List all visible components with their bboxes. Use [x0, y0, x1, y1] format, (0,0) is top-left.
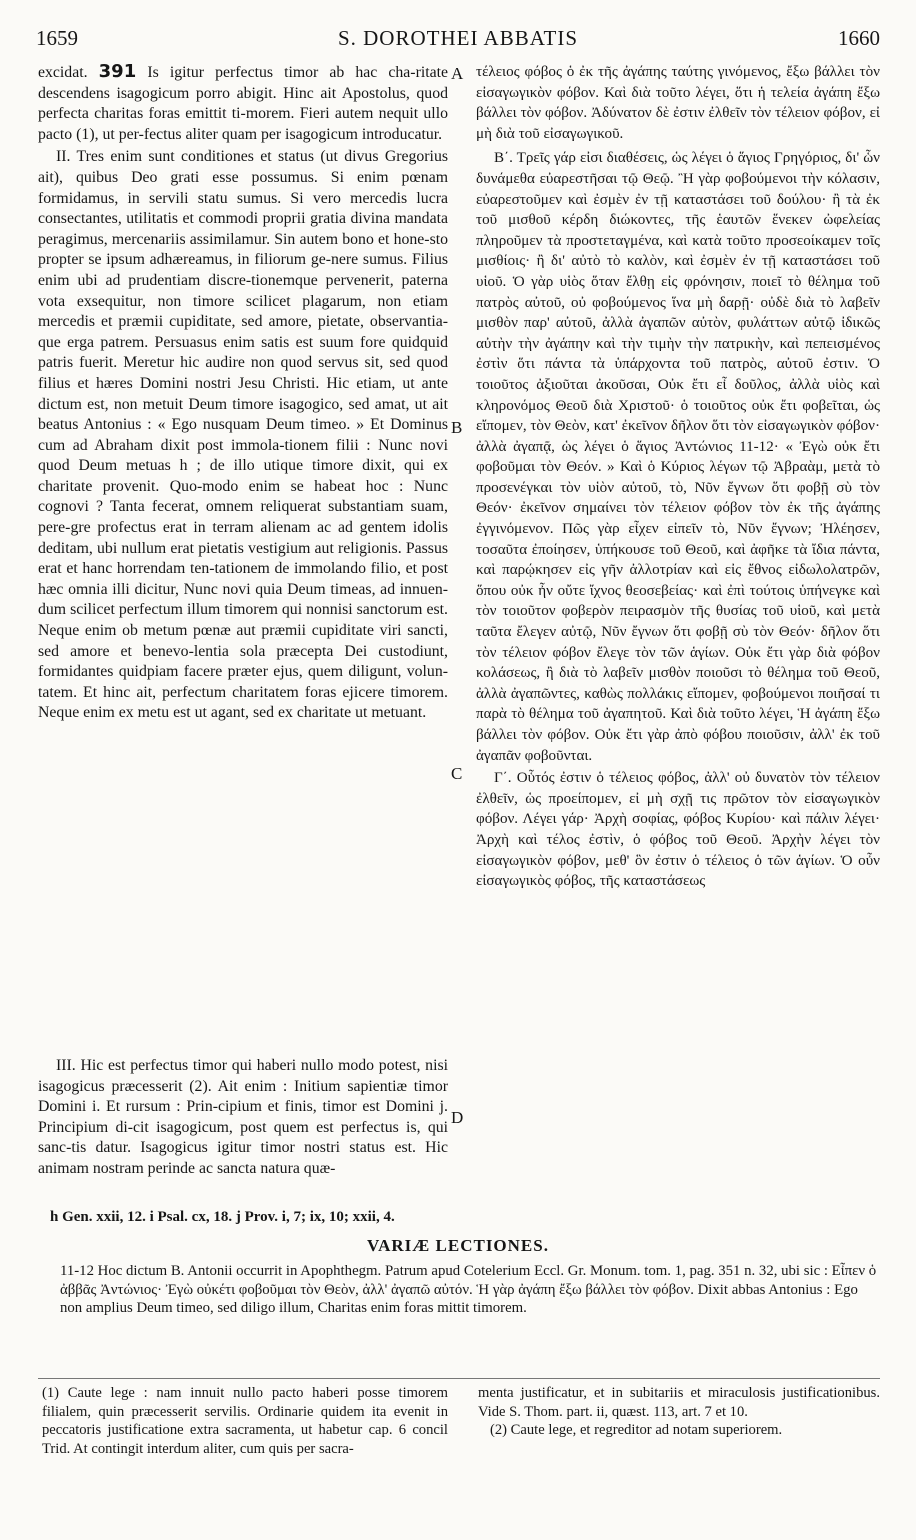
running-header [36, 26, 880, 56]
footnote-1: (1) Caute lege : nam innuit nullo pacto haberi posse timorem filialem, quin præcesserit servilis. Ordinarie quidem ita evenit in peccatoris justificatione extra sacramenta, ut habetur cap. 6 concil Trid. At contingit interdum aliter, cum quis per sacra- [42, 1385, 448, 1457]
variae-lectiones-title: VARIÆ LECTIONES. [367, 1236, 549, 1255]
margin-letter-c: C [451, 764, 463, 783]
greek-paragraph-2: Β΄. Τρεῖς γάρ εἰσι διαθέσεις, ὡς λέγει ὁ ἅγιος Γρηγόριος, δι' ὧν δυνάμεθα εὐαρεστῆσαι τῷ Θεῷ. Ἢ γὰρ φοβούμενοι τὴν κόλασιν, εὐαρεστοῦμεν καὶ ἐσμὲν ἐν τῇ καταστάσει τοῦ δούλου· ἢ τὰ ἐκ τοῦ μισθοῦ κέρδη διώκοντες, τῆς ἑαυτῶν ἕνεκεν ὠφελείας πληροῦμεν τὰ προστεταγμένα, καὶ κατὰ τοῦτο προσεοίκαμεν τοῖς μισθίοις· ἢ δι' αὐτὸ τὸ καλὸν, καὶ ἐσμὲν ἐν τῇ καταστάσει τοῦ υἱοῦ. Ὁ γὰρ υἱὸς ὅταν ἔλθῃ εἰς φρόνησιν, ποιεῖ τὸ θέλημα τοῦ πατρὸς αὐτοῦ, οὐ φοβούμενος ἵνα μὴ δαρῇ· οὐδὲ διὰ τὸ λαβεῖν μισθὸν παρ' αὐτοῦ, ἀλλὰ ἀγαπῶν αὐτὸν, φυλάττων αὐτῷ ἰδικῶς αὐτὴν τὴν ἀγάπην καὶ τὴν τιμὴν τὴν πατρικὴν, καὶ πεπεισμένος ἐστὶν ὅτι πάντα τὰ ὑπάρχοντα τοῦ πατρὸς, αὐτοῦ ἐστιν. Ὁ τοιοῦτος ἀξιοῦται ἀκοῦσαι, Οὐκ ἔτι εἶ δοῦλος, ἀλλὰ υἱὸς καὶ κληρονόμος Θεοῦ διὰ Χριστοῦ· ὁ τοιοῦτος οὐκ ἔτι φοβεῖται, ὡς εἴπομεν, τὸν Θεὸν, κατ' ἐκεῖνον δῆλον ὅτι τὸν εἰσαγωγικὸν φόβον· ἀλλὰ ἀγαπᾷ, ὡς λέγει ὁ ἅγιος Ἀντώνιος 11-12· « Ἐγὼ οὐκ ἔτι φοβοῦμαι τὸν Θεόν. » Καὶ ὁ Κύριος λέγων τῷ Ἀβραὰμ, μετὰ τὸ προσενέγκαι τὸν υἱὸν αὐτοῦ, τὸ, Νῦν ἔγνων ὅτι φοβῇ σὺ τὸν Θεόν· ἐκεῖνον σημαίνει τὸν τέλειον φόβον τὸν ἐκ τῆς ἀγάπης ἐγγινόμενον. Πῶς γὰρ εἶχεν εἰπεῖν τὸ, Νῦν ἔγνων; Ἠλέησεν, τοσαῦτα ἐποίησεν, ὑπήκουσε τοῦ Θεοῦ, καὶ ἀφῆκε τὰ ἴδια πάντα, καὶ παρῴκησεν εἰς γῆν ἀλλοτρίαν καὶ εἰς ἔθνος εἰδωλολατρῶν, ὅπου οὐκ ἦν οὔτε ἴχνος θεοσεβείας· καὶ ἐπὶ τούτοις ὑπήνεγκε καὶ τὸν τοιοῦτον φοβερὸν πειρασμὸν τῆς θυσίας τοῦ υἱοῦ, καὶ μετὰ ταῦτα ἔλεγεν αὐτῷ, Νῦν ἔγνων ὅτι φοβῇ σὺ τὸν Θεόν· δῆλον ὅτι τὸν τέλειον φόβον ἔλεγε τὸν τῶν ἁγίων. Οὐκ ἔτι γὰρ διὰ φόβον κολάσεως, ἢ διὰ τὸ λαβεῖν μισθὸν ποιοῦσι τὸ θέλημα τοῦ Θεοῦ, ἀλλὰ ἀγαπῶντες, καθὼς πολλάκις εἴπομεν, φοβούμενοι ποιῆσαί τι παρὰ τὸ θέλημα τοῦ ἀγαπητοῦ. Καὶ διὰ τοῦτο λέγει, Ἡ ἀγάπη ἔξω βάλλει τὸν φόβον. Οὐκ ἔτι γὰρ ἀπὸ φόβου ποιοῦσιν, ἀλλ' ἐκ τοῦ ἀγαπᾶν φοβοῦνται. [476, 150, 880, 764]
greek-column [476, 62, 880, 892]
latin-p1-text: Is igitur perfectus timor ab hac cha-ritate descendens isagogicum porro abigit. Hinc ait Apostolus, quod perfecta charitas foras emittit ti-morem. Fieri autem nequit ullo pacto (1), ut per-fectus aliter quam per isagogicum introducatur. [38, 64, 449, 143]
footnote-1-continued [478, 1384, 880, 1440]
notes-divider [38, 1378, 880, 1379]
margin-letter-d: D [451, 1108, 464, 1127]
latin-paragraph-2: II. Tres enim sunt conditiones et status (ut divus Gregorius ait), quibus Deo grati esse possumus. Si enim pœnam formidamus, in servili statu sumus. Si vero mercedis lucra consectantes, utilitatis et commodi proprii gratia divina mandata peragimus, mercenariis assimilamur. Sin autem bono et hone-sto propter se ipsum adhæreamus, in filiorum ge-nere sumus. Filius enim ubi ad prudentiam discre-tionemque pervenerit, paterna vota exsequitur, non timore scilicet plagarum, non etiam mercedis et præmii cupiditate, sed amore, pietate, observantia-que erga patrem. Persuasus enim satis est suum fore quidquid patris fuerit. Meretur hic audire non quod servus sit, sed quod filius et hæres Domini nostri Jesu Christi. Hic etiam, ut ante dictum est, non metuit Deum timore isagogico, sed amat, ut ait beatus Antonius : « Ego nusquam Deum timeo. » Et Dominus cum ad Abraham dixit post immola-tionem filii : Nunc novi quod Deum metuas h ; de illo utique timore dixit, qui ex charitate provenit. Quo-modo enim se habeat hoc : Nunc cognovi ? Tanta fecerat, omnem reliquerat substantiam suam, pere-gre profectus erat in terram alienam ac ad gentem idolis deditam, ubi nullum erat pietatis vestigium aut religionis. Passus erat et hanc horrendam ten-tationem de immolando filio, et post hæc omnia illi dicitur, Nunc novi quia Deum timeas, ad innuen-dum scilicet perfectum illum timorem qui nonnisi sanctorum est. Neque enim ob metum pœnæ aut præmii cupiditate viri sancti, sed amore et benevo-lentia sola præcepta Dei custodiunt, formidantes quidpiam facere præter ejus, quem diligunt, volun-tatem. Et hinc ait, perfectum charitatem foras ejicere timorem. Neque enim ex metu est ut agant, sed ex charitate ut metuant. [38, 148, 448, 722]
latin-column-lower [38, 1056, 448, 1180]
scripture-references: h Gen. xxii, 12. i Psal. cx, 18. j Prov. i, 7; ix, 10; xxii, 4. [50, 1209, 395, 1225]
footnote-1-tail: menta justificatur, et in subitariis et miraculosis justificationibus. Vide S. Thom. part. ii, quæst. 113, art. 7 et 10. [478, 1385, 880, 1420]
section-number: 391 [98, 61, 137, 82]
latin-p1-head: excidat. [38, 64, 88, 81]
right-page-number: 1660 [838, 26, 880, 50]
latin-paragraph-1 [38, 62, 448, 145]
greek-paragraph-3: Γ΄. Οὗτός ἐστιν ὁ τέλειος φόβος, ἀλλ' οὐ δυνατὸν τὸν τέλειον ἐλθεῖν, ὡς προείπομεν, εἰ μὴ σχῇ τις πρῶτον τὸν εἰσαγωγικὸν φόβον. Λέγει γάρ· Ἀρχὴ σοφίας, φόβος Κυρίου· καὶ πάλιν λέγει· Ἀρχὴ καὶ τέλος ἐστὶν, ὁ φόβος τοῦ Θεοῦ. Ἀρχὴν λέγει τὸν εἰσαγωγικὸν φόβον, μεθ' ὃν ἐστιν ὁ τέλειος ὁ τῶν ἁγίων. Ὁ οὖν εἰσαγωγικὸς φόβος, τῆς καταστάσεως [476, 770, 880, 890]
latin-paragraph-3: III. Hic est perfectus timor qui haberi nullo modo potest, nisi isagogicus præcesserit (2). Ait enim : Initium sapientiæ timor Domini i. Et rursum : Prin-cipium et finis, timor est Domini j. Principium di-cit isagogicum, post quem est perfectus is, qui sanc-tis datur. Isagogicus igitur timor nostri status est. Hic animam nostram perinde ac sancta natura quæ- [38, 1057, 448, 1177]
variae-lectiones-text: 11-12 Hoc dictum B. Antonii occurrit in Apophthegm. Patrum apud Cotelerium Eccl. Gr. Monum. tom. 1, pag. 351 n. 32, ubi sic : Εἶπεν ὁ ἀββᾶς Ἀντώνιος· Ἐγὼ οὐκέτι φοβοῦμαι τὸν Θεὸν, ἀλλ' ἀγαπῶ αὐτόν. Ἡ γὰρ ἀγάπη ἔξω βάλλει τὸν φόβον. Dixit abbas Antonius : Ego non amplius Deum timeo, sed diligo illum, Charitas enim foras mittit timorem. [60, 1263, 877, 1316]
left-page-number: 1659 [36, 26, 78, 50]
page-title: S. DOROTHEI ABBATIS [337, 26, 579, 50]
margin-letter-a: A [451, 64, 464, 83]
greek-paragraph-1: τέλειος φόβος ὁ ἐκ τῆς ἀγάπης ταύτης γινόμενος, ἔξω βάλλει τὸν εἰσαγωγικὸν φόβον. Καὶ διὰ τοῦτο λέγει, ὅτι ἡ τελεία ἀγάπη ἔξω βάλλει τὸν φόβον. Ἀδύνατον δὲ ἐστιν ἐλθεῖν τὸν τέλειον φόβον, εἰ μὴ διὰ τοῦ εἰσαγωγικοῦ. [476, 64, 880, 142]
latin-column [38, 62, 448, 724]
margin-letter-b: B [451, 418, 463, 437]
footnote-2: (2) Caute lege, et regreditor ad notam superiorem. [490, 1422, 783, 1439]
